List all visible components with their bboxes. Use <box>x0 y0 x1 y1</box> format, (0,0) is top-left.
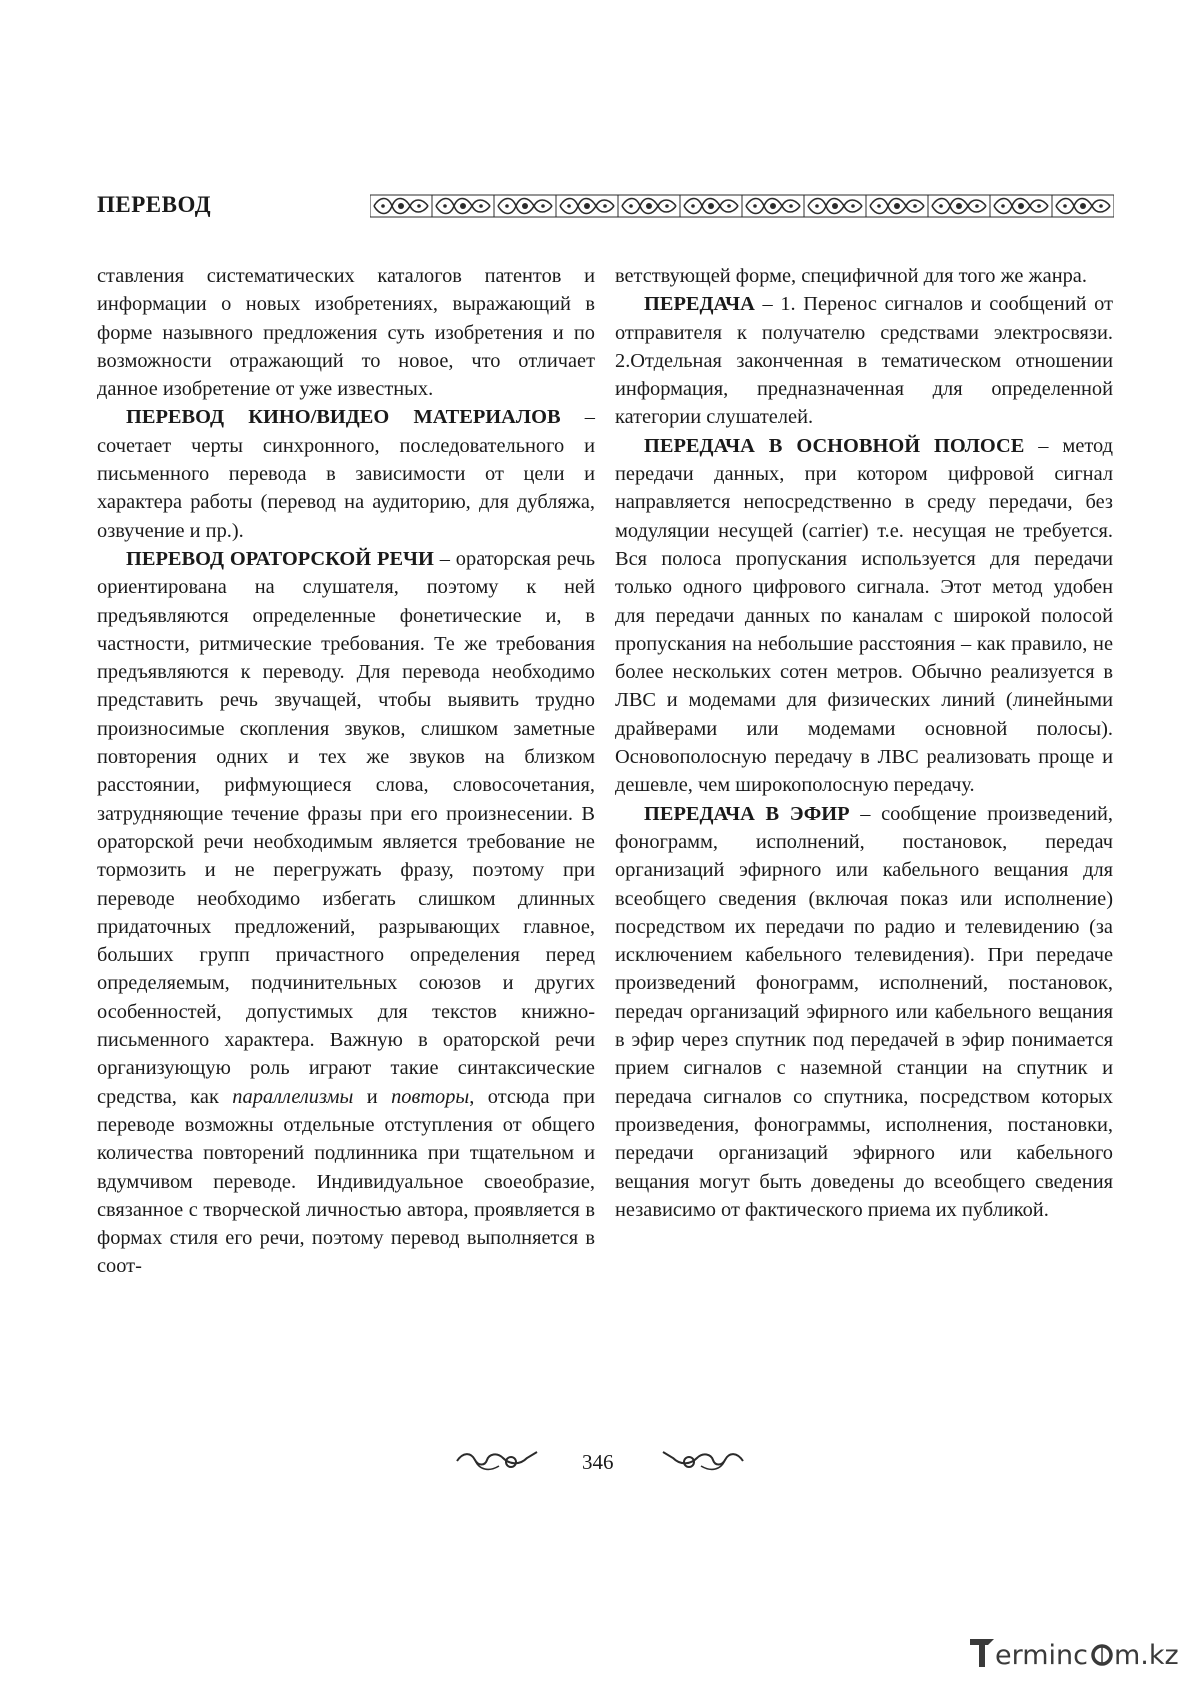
entry-definition: – ораторская речь ориентирована на слушателя, поэтому к ней предъявляются определенные фонетические и, в частности, ритмические требования. Те же требования предъявляются к переводу. Для перевода необходимо представить речь звучащей, чтобы выявить трудно произносимые скопления звуков, слишком заметные повторения одних и тех же звуков на близком расстоянии, рифмующиеся слова, словосочетания, затрудняющие течение фразы при его произнесении. В ораторской речи необходимым является требование не тормозить и не перегружать фразу, поэтому при переводе необходимо избегать слишком длинных придаточных предложений, разрывающих главное, больших групп причастного определения перед определяемым, подчинительных союзов и других особенностей, допустимых для текстов книжно-письменного характера. Важную в ораторской речи организующую роль играют такие синтаксические средства, как <box>97 547 595 1108</box>
termincom-watermark <box>968 1633 1182 1673</box>
entry-term: ПЕРЕВОД ОРАТОРСКОЙ РЕЧИ <box>126 547 434 570</box>
entry-peredacha <box>615 290 1113 431</box>
entry-term: ПЕРЕДАЧА В ЭФИР <box>644 802 850 825</box>
entry-definition: и <box>353 1085 392 1108</box>
entry-definition: – сообщение произведений, фонограмм, исполнений, постановок, передач организаций эфирного или кабельного вещания для всеобщего сведения (включая показ или исполнение) посредством их передачи по радио и телевидению (за исключением кабельного телевидения). При передаче произведений фонограмм, исполнений, постановок, передач организаций эфирного или кабельного вещания в эфир через спутник под передачей в эфир понимается прием сигналов с наземной станции на спутник и передача сигналов со спутника, посредством которых произведения, фонограммы, исполнения, постановки, передачи организаций эфирного или кабельного вещания могут быть доведены до всеобщего сведения независимо от фактического приема их публикой. <box>615 802 1114 1221</box>
header-ornament-band <box>370 193 1114 219</box>
entry-definition: – метод передачи данных, при котором цифровой сигнал направляется непосредственно в среду передачи, без модуляции несущей (carrier) т.е. несущая не требуется. Вся полоса пропускания используется для передачи только одного цифрового сигнала. Этот метод удобен для передачи данных по каналам с широкой полосой пропускания на небольшие расстояния – как правило, не более нескольких сотен метров. Обычно реализуется в ЛВС и модемами для физических линий (линейными драйверами или модемами основной полосы). Основополосную передачу в ЛВС реализовать проще и дешевле, чем широкополосную передачу. <box>615 434 1114 797</box>
footer-ornament-right <box>660 1446 745 1476</box>
entry-term: ПЕРЕВОД КИНО/ВИДЕО МАТЕРИАЛОВ <box>126 406 561 429</box>
page-number: 346 <box>582 1450 614 1474</box>
entry-definition: – сочетает черты синхронного, последовательного и письменного перевода в зависимости от цели и характера работы (перевод на аудиторию, для дубляжа, озвучение и пр.). <box>97 406 595 542</box>
entry-broadcast <box>615 800 1113 1224</box>
paragraph-continuation: ветствующей форме, специфичной для того же жанра. <box>615 265 1087 287</box>
entry-definition: – 1. Перенос сигналов и сообщений от отправителя к получателю средствами электросвязи. 2.Отдельная законченная в тематическом отношении информация, предназначенная для определенной категории слушателей. <box>615 293 1113 429</box>
entry-definition: , отсюда при переводе возможны отдельные отступления от общего количества повторений подлинника при тщательном и вдумчивом переводе. Индивидуальное своеобразие, связанное с творческой личностью автора, проявляется в формах стиля его речи, поэтому перевод выполняется в соот- <box>97 1085 595 1278</box>
italic-term: повторы <box>391 1085 470 1108</box>
entry-kino-video <box>97 403 595 544</box>
running-head: ПЕРЕВОД <box>97 192 212 217</box>
italic-term: параллелизмы <box>232 1085 354 1108</box>
svg-text:m.kz: m.kz <box>1114 1640 1179 1671</box>
left-column <box>97 262 595 1281</box>
entry-term: ПЕРЕДАЧА В ОСНОВНОЙ ПОЛОСЕ <box>644 434 1025 457</box>
paragraph-continuation: ставления систематических каталогов патентов и информации о новых изобретениях, выражающий в форме назывного предложения суть изобретения и по возможности отражающий то новое, что отличает данное изобретение от уже известных. <box>97 265 595 401</box>
entry-oratorical-speech <box>97 545 595 1281</box>
entry-term: ПЕРЕДАЧА <box>644 293 755 316</box>
entry-baseband <box>615 432 1113 800</box>
right-column <box>615 262 1113 1224</box>
svg-text:erminc: erminc <box>995 1640 1088 1671</box>
footer-ornament-left <box>455 1446 540 1476</box>
